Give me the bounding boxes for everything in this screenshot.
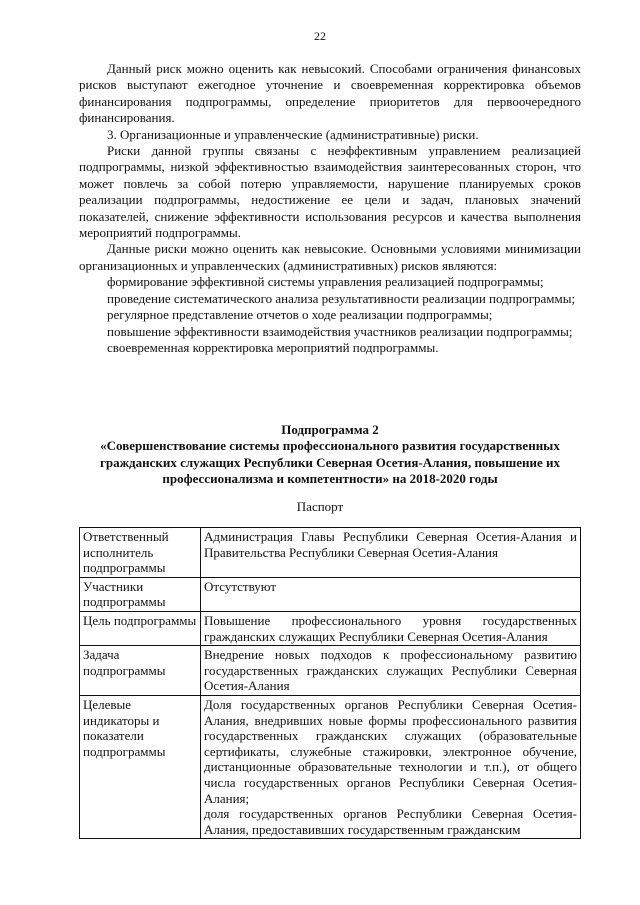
list-item-timely-adjustment: своевременная корректировка мероприятий подпрограммы. — [107, 339, 439, 355]
subprogram-name-line: гражданских служащих Республики Северная Осетия-Алания, повышение их — [99, 454, 561, 470]
subprogram-name-line: профессионализма и компетентности» на 2018-2020 годы — [162, 471, 498, 487]
paragraph-risk-minimization-intro: Данные риски можно оценить как невысокие. Основными условиями минимизации организационных и управленческих (административных) рисков являются: — [79, 241, 581, 273]
subprogram-name-line: «Совершенствование системы профессионального развития государственных — [100, 438, 560, 454]
row-key-target-indicators: Целевые индикаторы и показатели подпрограммы — [80, 695, 201, 838]
cell-text: Администрация Главы Республики Северная Осетия-Алания и Правительства Республики Северная Осетия-Алания — [204, 529, 577, 560]
row-value-participants — [201, 577, 581, 611]
list-item-management-system: формирование эффективной системы управления реализацией подпрограммы; — [107, 274, 544, 290]
cell-text: доля государственных органов Республики Северная Осетия-Алания, предоставивших государственным гражданским — [204, 806, 577, 837]
page-number: 22 — [314, 29, 326, 43]
row-key-participants: Участники подпрограммы — [80, 577, 201, 611]
list-item-regular-reports: регулярное представление отчетов о ходе реализации подпрограммы; — [107, 307, 493, 323]
cell-text: Доля государственных органов Республики Северная Осетия-Алания, внедривших новые формы профессионального развития государственных гражданских служащих (образовательные сертификаты, служебные стажировки, электронное обучение, дистанционные образовательные технологии и т.п.), от общего числа государственных органов Республики Северная Осетия-Алания; — [204, 696, 577, 806]
row-value-task — [201, 646, 581, 696]
row-value-target-indicators — [201, 695, 581, 838]
row-key-task: Задача подпрограммы — [80, 646, 201, 696]
row-value-goal — [201, 611, 581, 645]
row-value-responsible-executor — [201, 528, 581, 578]
table-row — [80, 577, 581, 611]
risk-section-body — [79, 61, 581, 356]
list-item-participant-interaction: повышение эффективности взаимодействия участников реализации подпрограммы; — [107, 323, 573, 339]
table-row — [80, 646, 581, 696]
table-row — [80, 695, 581, 838]
paragraph-organizational-risks-heading: 3. Организационные и управленческие (административные) риски. — [107, 126, 479, 142]
subprogram-title: Подпрограмма 2 — [281, 422, 379, 437]
paragraph-financial-risk-summary: Данный риск можно оценить как невысокий. Способами ограничения финансовых рисков выступают ежегодное уточнение и своевременная корректировка объемов финансирования подпрограммы, определение приоритетов для первоочередного финансирования. — [79, 61, 581, 126]
subprogram-heading — [79, 422, 581, 488]
cell-text: Отсутствуют — [204, 578, 277, 594]
row-key-responsible-executor: Ответственный исполнитель подпрограммы — [80, 528, 201, 578]
cell-text: Внедрение новых подходов к профессиональному развитию государственных гражданских служащих Республики Северная Осетия-Алания — [204, 647, 577, 694]
table-row — [80, 611, 581, 645]
table-row — [80, 528, 581, 578]
paragraph-organizational-risks-description: Риски данной группы связаны с неэффективным управлением реализацией подпрограммы, низкой эффективностью взаимодействия заинтересованных сторон, что может повлечь за собой потерю управляемости, нарушение планируемых сроков реализации подпрограммы, недостижение ее цели и задач, плановых значений показателей, снижение эффективности использования ресурсов и качества выполнения мероприятий подпрограммы. — [79, 143, 581, 241]
passport-label: Паспорт — [296, 499, 344, 514]
row-key-goal: Цель подпрограммы — [80, 611, 201, 645]
list-item-systematic-analysis: проведение систематического анализа результативности реализации подпрограммы; — [107, 290, 576, 306]
cell-text: Повышение профессионального уровня государственных гражданских служащих Республики Северная Осетия-Алания — [204, 612, 577, 644]
passport-table — [79, 527, 581, 839]
